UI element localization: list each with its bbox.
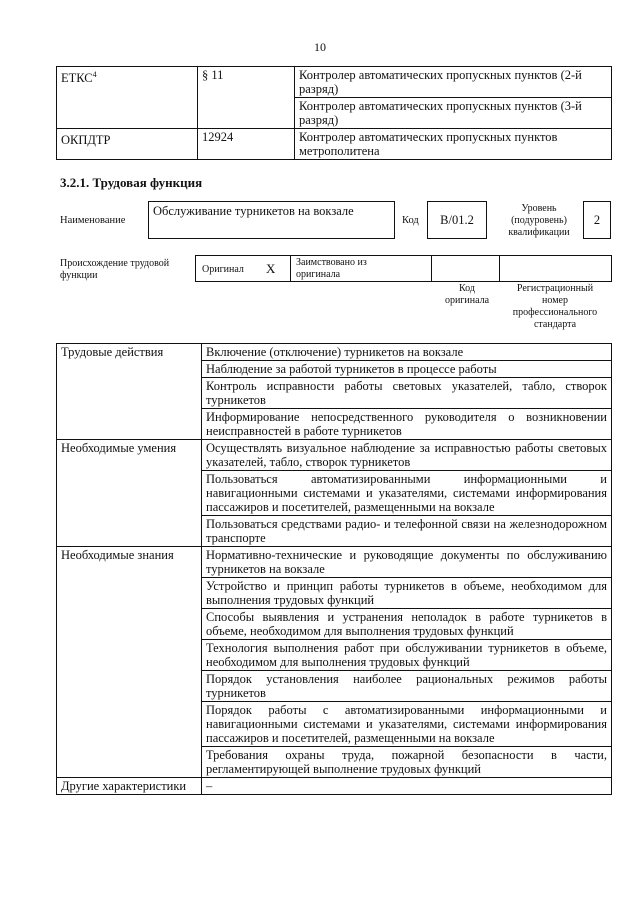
code-value: B/01.2 bbox=[440, 213, 474, 227]
detail-item: Устройство и принцип работы турникетов в объеме, необходимом для выполнения трудовых функций bbox=[202, 578, 612, 609]
classification-ref: 12924 bbox=[198, 129, 295, 160]
detail-item: Наблюдение за работой турникетов в процессе работы bbox=[202, 361, 612, 378]
detail-item: Нормативно-технические и руководящие документы по обслуживанию турникетов на вокзале bbox=[202, 547, 612, 578]
function-name-value: Обслуживание турникетов на вокзале bbox=[153, 204, 354, 218]
origin-label: Происхождение трудовой функции bbox=[60, 258, 170, 281]
detail-item: Порядок установления наиболее рациональных режимов работы турникетов bbox=[202, 671, 612, 702]
detail-group-label: Трудовые действия bbox=[57, 344, 202, 440]
classification-name: Контролер автоматических пропускных пунктов метрополитена bbox=[295, 129, 612, 160]
classification-row bbox=[57, 67, 612, 98]
detail-item: Включение (отключение) турникетов на вокзале bbox=[202, 344, 612, 361]
detail-row bbox=[57, 547, 612, 578]
classification-code-text: ЕТКС bbox=[61, 71, 93, 86]
section-title: 3.2.1. Трудовая функция bbox=[60, 175, 203, 190]
detail-group-label: Другие характеристики bbox=[57, 778, 202, 795]
borrowed-box bbox=[290, 255, 432, 282]
detail-item: – bbox=[202, 778, 612, 795]
reg-number-box bbox=[499, 255, 612, 282]
detail-row bbox=[57, 440, 612, 471]
classification-code bbox=[57, 67, 198, 129]
detail-item: Пользоваться средствами радио- и телефонной связи на железнодорожном транспорте bbox=[202, 516, 612, 547]
classification-table bbox=[56, 66, 612, 160]
detail-item: Осуществлять визуальное наблюдение за исправностью работы световых указателей, табло, створок турникетов bbox=[202, 440, 612, 471]
function-name-box bbox=[148, 201, 395, 239]
detail-item: Технология выполнения работ при обслуживании турникетов в объеме, необходимом для выполнения трудовых функций bbox=[202, 640, 612, 671]
code-box bbox=[427, 201, 487, 239]
detail-row bbox=[57, 344, 612, 361]
original-label: Оригинал bbox=[202, 264, 244, 275]
classification-row bbox=[57, 129, 612, 160]
borrowed-label: Заимствовано из оригинала bbox=[296, 257, 367, 280]
reg-number-label: Регистрационный номер профессионального стандарта bbox=[512, 283, 598, 330]
name-label: Наименование bbox=[60, 215, 126, 226]
detail-group-label: Необходимые знания bbox=[57, 547, 202, 778]
detail-item: Пользоваться автоматизированными информационными и навигационными системами и указателями, системами информирования пассажиров и посетителей, размещенными на вокзале bbox=[202, 471, 612, 516]
detail-item: Способы выявления и устранения неполадок в работе турникетов в объеме, необходимом для выполнения трудовых функций bbox=[202, 609, 612, 640]
code-original-box bbox=[431, 255, 500, 282]
original-box bbox=[195, 255, 291, 282]
classification-code-text: ОКПДТР bbox=[61, 133, 111, 148]
classification-name: Контролер автоматических пропускных пунктов (2-й разряд) bbox=[295, 67, 612, 98]
code-original-label: Код оригинала bbox=[444, 283, 490, 306]
function-details-table bbox=[56, 343, 612, 795]
detail-group-label: Необходимые умения bbox=[57, 440, 202, 547]
detail-item: Требования охраны труда, пожарной безопасности в части, регламентирующей выполнение трудовых функций bbox=[202, 747, 612, 778]
classification-name: Контролер автоматических пропускных пунктов (3-й разряд) bbox=[295, 98, 612, 129]
page-number: 10 bbox=[314, 40, 326, 54]
classification-ref: § 11 bbox=[198, 67, 295, 129]
level-label: Уровень (подуровень) квалификации bbox=[508, 203, 570, 238]
level-value: 2 bbox=[593, 213, 601, 227]
level-box bbox=[583, 201, 611, 239]
code-label: Код bbox=[402, 215, 419, 226]
detail-item: Контроль исправности работы световых указателей, табло, створок турникетов bbox=[202, 378, 612, 409]
footnote-mark: 4 bbox=[92, 70, 97, 79]
classification-code bbox=[57, 129, 198, 160]
detail-item: Информирование непосредственного руководителя о возникновении неисправностей в работе турникетов bbox=[202, 409, 612, 440]
original-mark: X bbox=[266, 261, 276, 276]
detail-row bbox=[57, 778, 612, 795]
detail-item: Порядок работы с автоматизированными информационными и навигационными системами и указателями, системами информирования пассажиров и посетителей, размещенными на вокзале bbox=[202, 702, 612, 747]
